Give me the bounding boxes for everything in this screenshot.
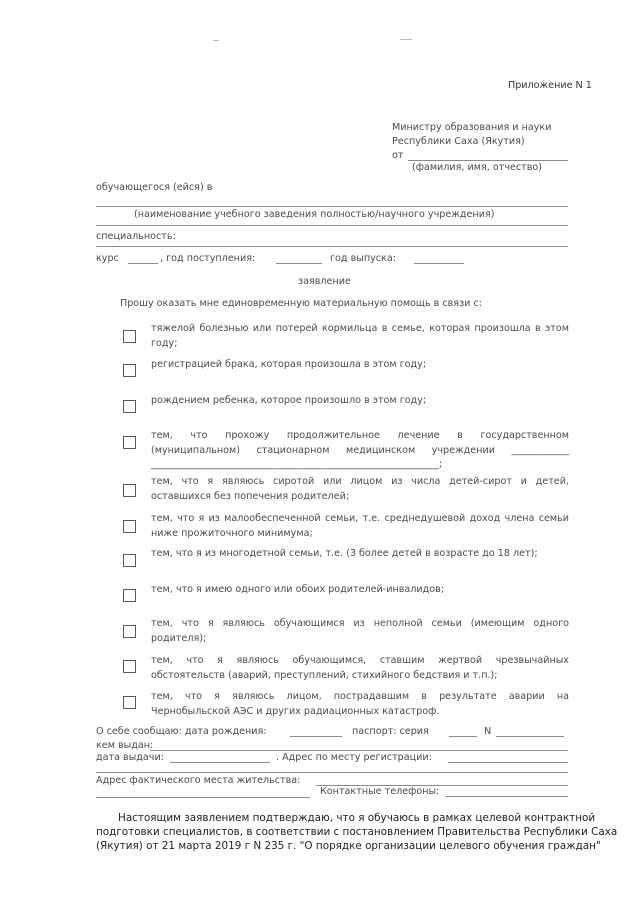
course-label: курс [96,253,119,264]
appendix-label: Приложение N 1 [508,80,592,91]
reg-address-line [448,762,568,763]
addressee-hint: (фамилия, имя, отчество) [412,162,543,173]
option-checkbox[interactable] [123,554,136,567]
option-text: тяжелой болезнью или потерей кормильца в семье, которая произошла в этом году; [151,323,569,349]
option-checkbox[interactable] [123,589,136,602]
request-text: Прошу оказать мне единовременную материальную помощь в связи с: [120,298,482,309]
reg-address-label: . Адрес по месту регистрации: [276,752,432,763]
passport-series-line [449,736,477,737]
admission-label: , год поступления: [160,253,256,264]
addressee-line-1: Министру образования и науки [392,122,552,133]
option-checkbox[interactable] [123,436,136,449]
institution-line [96,206,568,207]
option-text: тем, что я являюсь лицом, пострадавшим в результате аварии на Чернобыльской АЭС и других радиационных катастроф. [151,691,569,717]
option-text: регистрацией брака, которая произошла в этом году; [151,359,427,370]
option-checkbox[interactable] [123,364,136,377]
option-text: тем, что я являюсь обучающимся из неполной семьи (имеющим одного родителя); [151,618,569,644]
option-text: тем, что я из малообеспеченной семьи, т.е. среднедушевой доход члена семьи ниже прожиточного минимума; [151,513,569,539]
confirmation-line-2: подготовки специалистов, в соответствии с постановлением Правительства Республики Саха [96,826,618,838]
course-line [128,263,158,264]
specialty-label: специальность: [96,231,176,242]
issued-by-line [150,750,568,751]
issue-date-label: дата выдачи: [96,752,164,763]
passport-number-label: N [484,726,492,737]
scan-mark [400,39,412,40]
option-checkbox[interactable] [123,484,136,497]
option-checkbox[interactable] [123,400,136,413]
issued-by-label: кем выдан: [96,740,154,751]
scan-mark [213,40,219,41]
option-text: тем, что я являюсь обучающимся, ставшим жертвой чрезвычайных обстоятельств (аварий, преступлений, стихийного бедствия и т.п.); [151,655,569,681]
from-line [408,160,568,161]
option-checkbox[interactable] [123,330,136,343]
option-text: тем, что я имею одного или обоих родителей-инвалидов; [151,584,445,595]
reg-address-line-2 [96,772,568,773]
addressee-line-2: Республики Саха (Якутия) [392,136,525,147]
option-text: тем, что прохожу продолжительное лечение в государственном (муниципальном) стационарном медицинском учреждении ____________ ____________________________________________________________; [151,430,569,470]
option-checkbox[interactable] [123,660,136,673]
specialty-line [96,246,568,247]
birth-date-label: О себе сообщаю: дата рождения: [96,726,267,737]
option-checkbox[interactable] [123,696,136,709]
confirmation-line-3: (Якутия) от 21 марта 2019 г N 235 г. "О порядке организации целевого обучения граждан" [96,840,601,852]
phones-label: Контактные телефоны: [320,786,440,797]
confirmation-line-1: Настоящим заявлением подтверждаю, что я обучаюсь в рамках целевой контрактной [118,812,596,824]
issue-date-line [170,762,270,763]
option-checkbox[interactable] [123,520,136,533]
option-text: тем, что я из многодетной семьи, т.е. (3 более детей в возрасте до 18 лет); [151,548,538,559]
student-label: обучающегося (ейся) в [96,182,213,193]
graduation-line [414,263,464,264]
institution-line-2 [96,225,568,226]
graduation-label: год выпуска: [330,253,396,264]
admission-line [276,263,322,264]
actual-address-line-2 [96,797,310,798]
institution-hint: (наименование учебного заведения полностью/научного учреждения) [134,209,495,220]
actual-address-label: Адрес фактического места жительства: [96,775,301,786]
option-text: тем, что я являюсь сиротой или лицом из числа детей-сирот и детей, оставшихся без попечения родителей; [151,476,569,502]
option-text: рождением ребенка, которое произошло в этом году; [151,395,427,406]
birth-date-line [290,736,342,737]
passport-number-line [496,736,564,737]
addressee-from: от [392,150,404,161]
statement-title: заявление [298,276,351,287]
phones-line [446,796,568,797]
option-checkbox[interactable] [123,625,136,638]
passport-label: паспорт: серия [352,726,429,737]
